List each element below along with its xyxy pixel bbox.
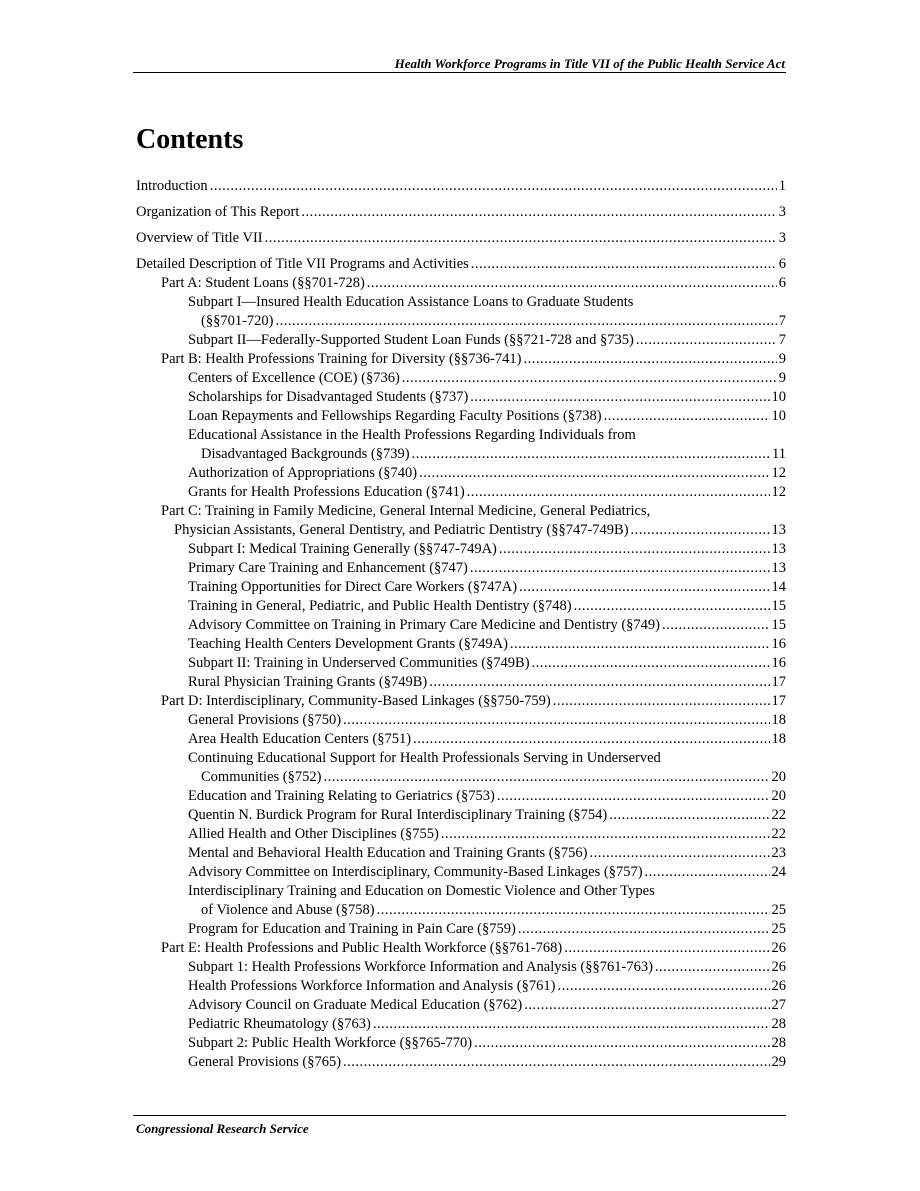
toc-entry[interactable]: Introduction ..... 1 [136,177,786,196]
toc-entry[interactable]: Primary Care Training and Enhancement (§747) ..... 13 [136,559,786,578]
toc-entry[interactable]: Health Professions Workforce Information and Analysis (§761) ..... 26 [136,977,786,996]
footer-rule [133,1115,786,1116]
toc-entry[interactable]: Part D: Interdisciplinary, Community-Based Linkages (§§750-759) ..... 17 [136,692,786,711]
toc-entry-continued-start[interactable]: Continuing Educational Support for Health Professionals Serving in Underserved [188,750,661,766]
toc-entry-continued-start[interactable]: Interdisciplinary Training and Education on Domestic Violence and Other Types [188,883,655,899]
toc-entry[interactable]: of Violence and Abuse (§758) ..... 25 [136,901,786,920]
table-of-contents [136,177,786,1072]
running-header: Health Workforce Programs in Title VII of the Public Health Service Act [394,56,785,71]
toc-entry[interactable]: Grants for Health Professions Education (§741) ..... 12 [136,483,786,502]
toc-entry[interactable]: Subpart 1: Health Professions Workforce Information and Analysis (§§761-763) ..... 26 [136,958,786,977]
toc-entry[interactable]: Pediatric Rheumatology (§763) ..... 28 [136,1015,786,1034]
toc-entry[interactable]: Quentin N. Burdick Program for Rural Interdisciplinary Training (§754) ..... 22 [136,806,786,825]
toc-entry[interactable]: Education and Training Relating to Geriatrics (§753) ..... 20 [136,787,786,806]
toc-entry[interactable]: Teaching Health Centers Development Grants (§749A) ..... 16 [136,635,786,654]
toc-entry[interactable]: Subpart I: Medical Training Generally (§§747-749A) ..... 13 [136,540,786,559]
toc-entry[interactable]: Communities (§752) ..... 20 [136,768,786,787]
toc-entry[interactable]: Subpart II: Training in Underserved Communities (§749B) ..... 16 [136,654,786,673]
toc-entry[interactable]: Program for Education and Training in Pain Care (§759) ..... 25 [136,920,786,939]
toc-entry[interactable]: (§§701-720) ..... 7 [136,312,786,331]
toc-entry[interactable]: Loan Repayments and Fellowships Regarding Faculty Positions (§738) ..... 10 [136,407,786,426]
toc-entry[interactable]: Part B: Health Professions Training for Diversity (§§736-741) ..... 9 [136,350,786,369]
toc-entry[interactable]: Scholarships for Disadvantaged Students (§737) ..... 10 [136,388,786,407]
toc-entry[interactable]: General Provisions (§765) ..... 29 [136,1053,786,1072]
toc-entry[interactable]: Authorization of Appropriations (§740) ..... 12 [136,464,786,483]
toc-entry[interactable]: Organization of This Report ..... 3 [136,203,786,222]
toc-entry-continued-start[interactable]: Educational Assistance in the Health Professions Regarding Individuals from [188,427,636,443]
toc-entry[interactable]: Centers of Excellence (COE) (§736) ..... 9 [136,369,786,388]
toc-entry[interactable]: Allied Health and Other Disciplines (§755) ..... 22 [136,825,786,844]
toc-entry[interactable]: Detailed Description of Title VII Programs and Activities ..... 6 [136,255,786,274]
toc-entry[interactable]: Disadvantaged Backgrounds (§739) ..... 11 [136,445,786,464]
toc-entry[interactable]: Advisory Committee on Interdisciplinary, Community-Based Linkages (§757) ..... 24 [136,863,786,882]
toc-entry[interactable]: Training in General, Pediatric, and Public Health Dentistry (§748) ..... 15 [136,597,786,616]
toc-entry-continued-start[interactable]: Part C: Training in Family Medicine, General Internal Medicine, General Pediatrics, [161,503,651,519]
toc-entry[interactable]: Part E: Health Professions and Public Health Workforce (§§761-768) ..... 26 [136,939,786,958]
toc-entry[interactable]: Part A: Student Loans (§§701-728) ..... 6 [136,274,786,293]
running-footer: Congressional Research Service [136,1121,309,1136]
toc-entry[interactable]: Overview of Title VII ..... 3 [136,229,786,248]
toc-entry[interactable]: Advisory Committee on Training in Primary Care Medicine and Dentistry (§749) ..... 15 [136,616,786,635]
toc-entry[interactable]: Subpart 2: Public Health Workforce (§§765-770) ..... 28 [136,1034,786,1053]
toc-entry[interactable]: General Provisions (§750) ..... 18 [136,711,786,730]
toc-entry[interactable]: Advisory Council on Graduate Medical Education (§762) ..... 27 [136,996,786,1015]
toc-entry-continued-start[interactable]: Subpart I—Insured Health Education Assistance Loans to Graduate Students [188,294,634,310]
toc-entry[interactable]: Training Opportunities for Direct Care Workers (§747A) ..... 14 [136,578,786,597]
toc-entry[interactable]: Rural Physician Training Grants (§749B) ..... 17 [136,673,786,692]
toc-entry[interactable]: Subpart II—Federally-Supported Student Loan Funds (§§721-728 and §735) ..... 7 [136,331,786,350]
toc-entry[interactable]: Mental and Behavioral Health Education and Training Grants (§756) ..... 23 [136,844,786,863]
header-rule [133,72,786,73]
toc-entry[interactable]: Physician Assistants, General Dentistry, and Pediatric Dentistry (§§747-749B) ..... 13 [136,521,786,540]
toc-entry[interactable]: Area Health Education Centers (§751) ..... 18 [136,730,786,749]
page-title: Contents [136,124,244,155]
